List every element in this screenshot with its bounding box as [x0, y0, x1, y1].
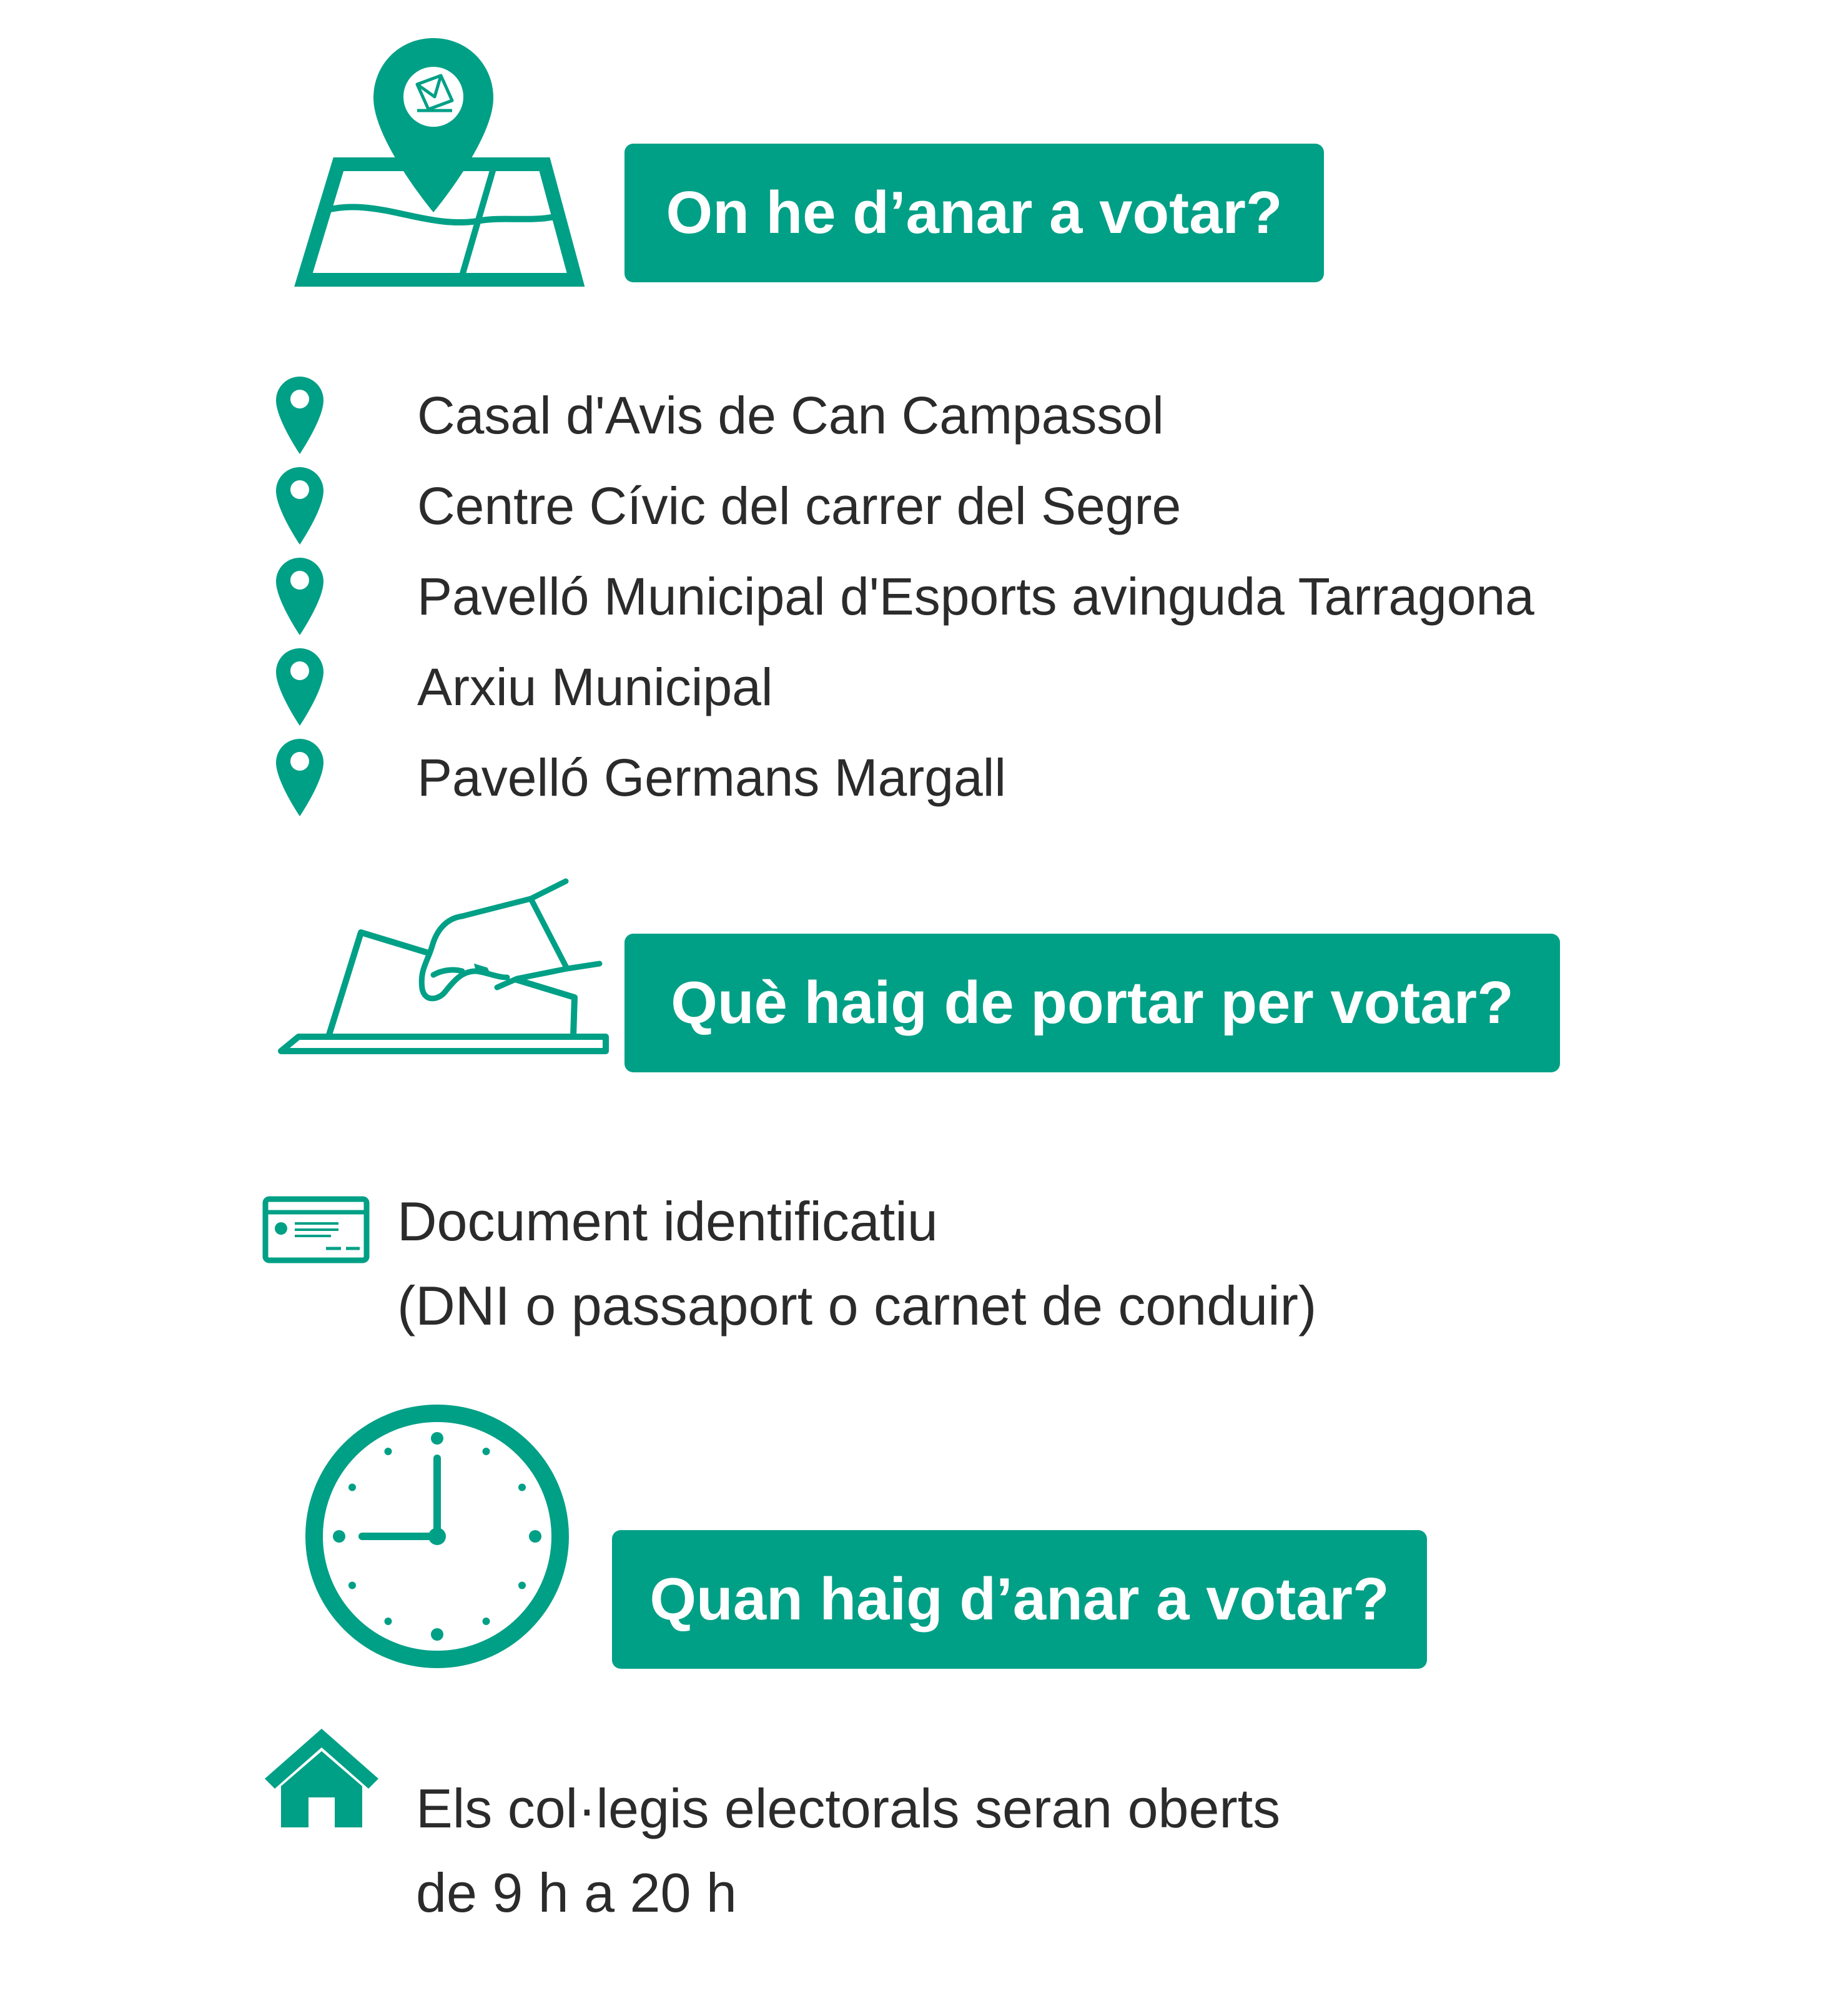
document-line-2: (DNI o passaport o carnet de conduir): [397, 1275, 1317, 1337]
location-name: Pavelló Germans Margall: [417, 748, 1007, 807]
where-title-banner: [624, 144, 1324, 282]
what-title-banner: [624, 934, 1560, 1072]
map-pin-ballot-icon: [294, 34, 587, 290]
document-line-1: Document identificatiu: [397, 1190, 938, 1252]
list-item: [275, 734, 1006, 821]
location-name: Arxiu Municipal: [417, 657, 773, 716]
location-pin-icon: [275, 647, 325, 727]
location-pin-icon: [275, 738, 325, 818]
when-title-banner: [612, 1530, 1427, 1669]
list-item: [275, 462, 1181, 550]
list-item: [275, 643, 773, 731]
where-title: On he d’anar a votar?: [666, 179, 1283, 246]
id-card-icon: [262, 1196, 370, 1263]
location-name: Centre Cívic del carrer del Segre: [417, 476, 1182, 535]
clock-icon: [300, 1399, 575, 1674]
ballot-box-hand-icon: [275, 877, 624, 1071]
house-icon: [262, 1724, 381, 1830]
hours-line-1: Els col·legis electorals seran oberts: [416, 1777, 1281, 1839]
location-pin-icon: [275, 556, 325, 636]
list-item: [275, 372, 1164, 459]
location-name: Pavelló Municipal d'Esports avinguda Tarragona: [417, 566, 1534, 626]
location-pin-icon: [275, 466, 325, 546]
what-title: Què haig de portar per votar?: [671, 969, 1514, 1036]
when-title: Quan haig d’anar a votar?: [649, 1566, 1389, 1633]
location-name: Casal d'Avis de Can Campassol: [417, 385, 1164, 445]
location-pin-icon: [275, 375, 325, 455]
hours-line-2: de 9 h a 20 h: [416, 1862, 737, 1924]
list-item: [275, 553, 1534, 640]
